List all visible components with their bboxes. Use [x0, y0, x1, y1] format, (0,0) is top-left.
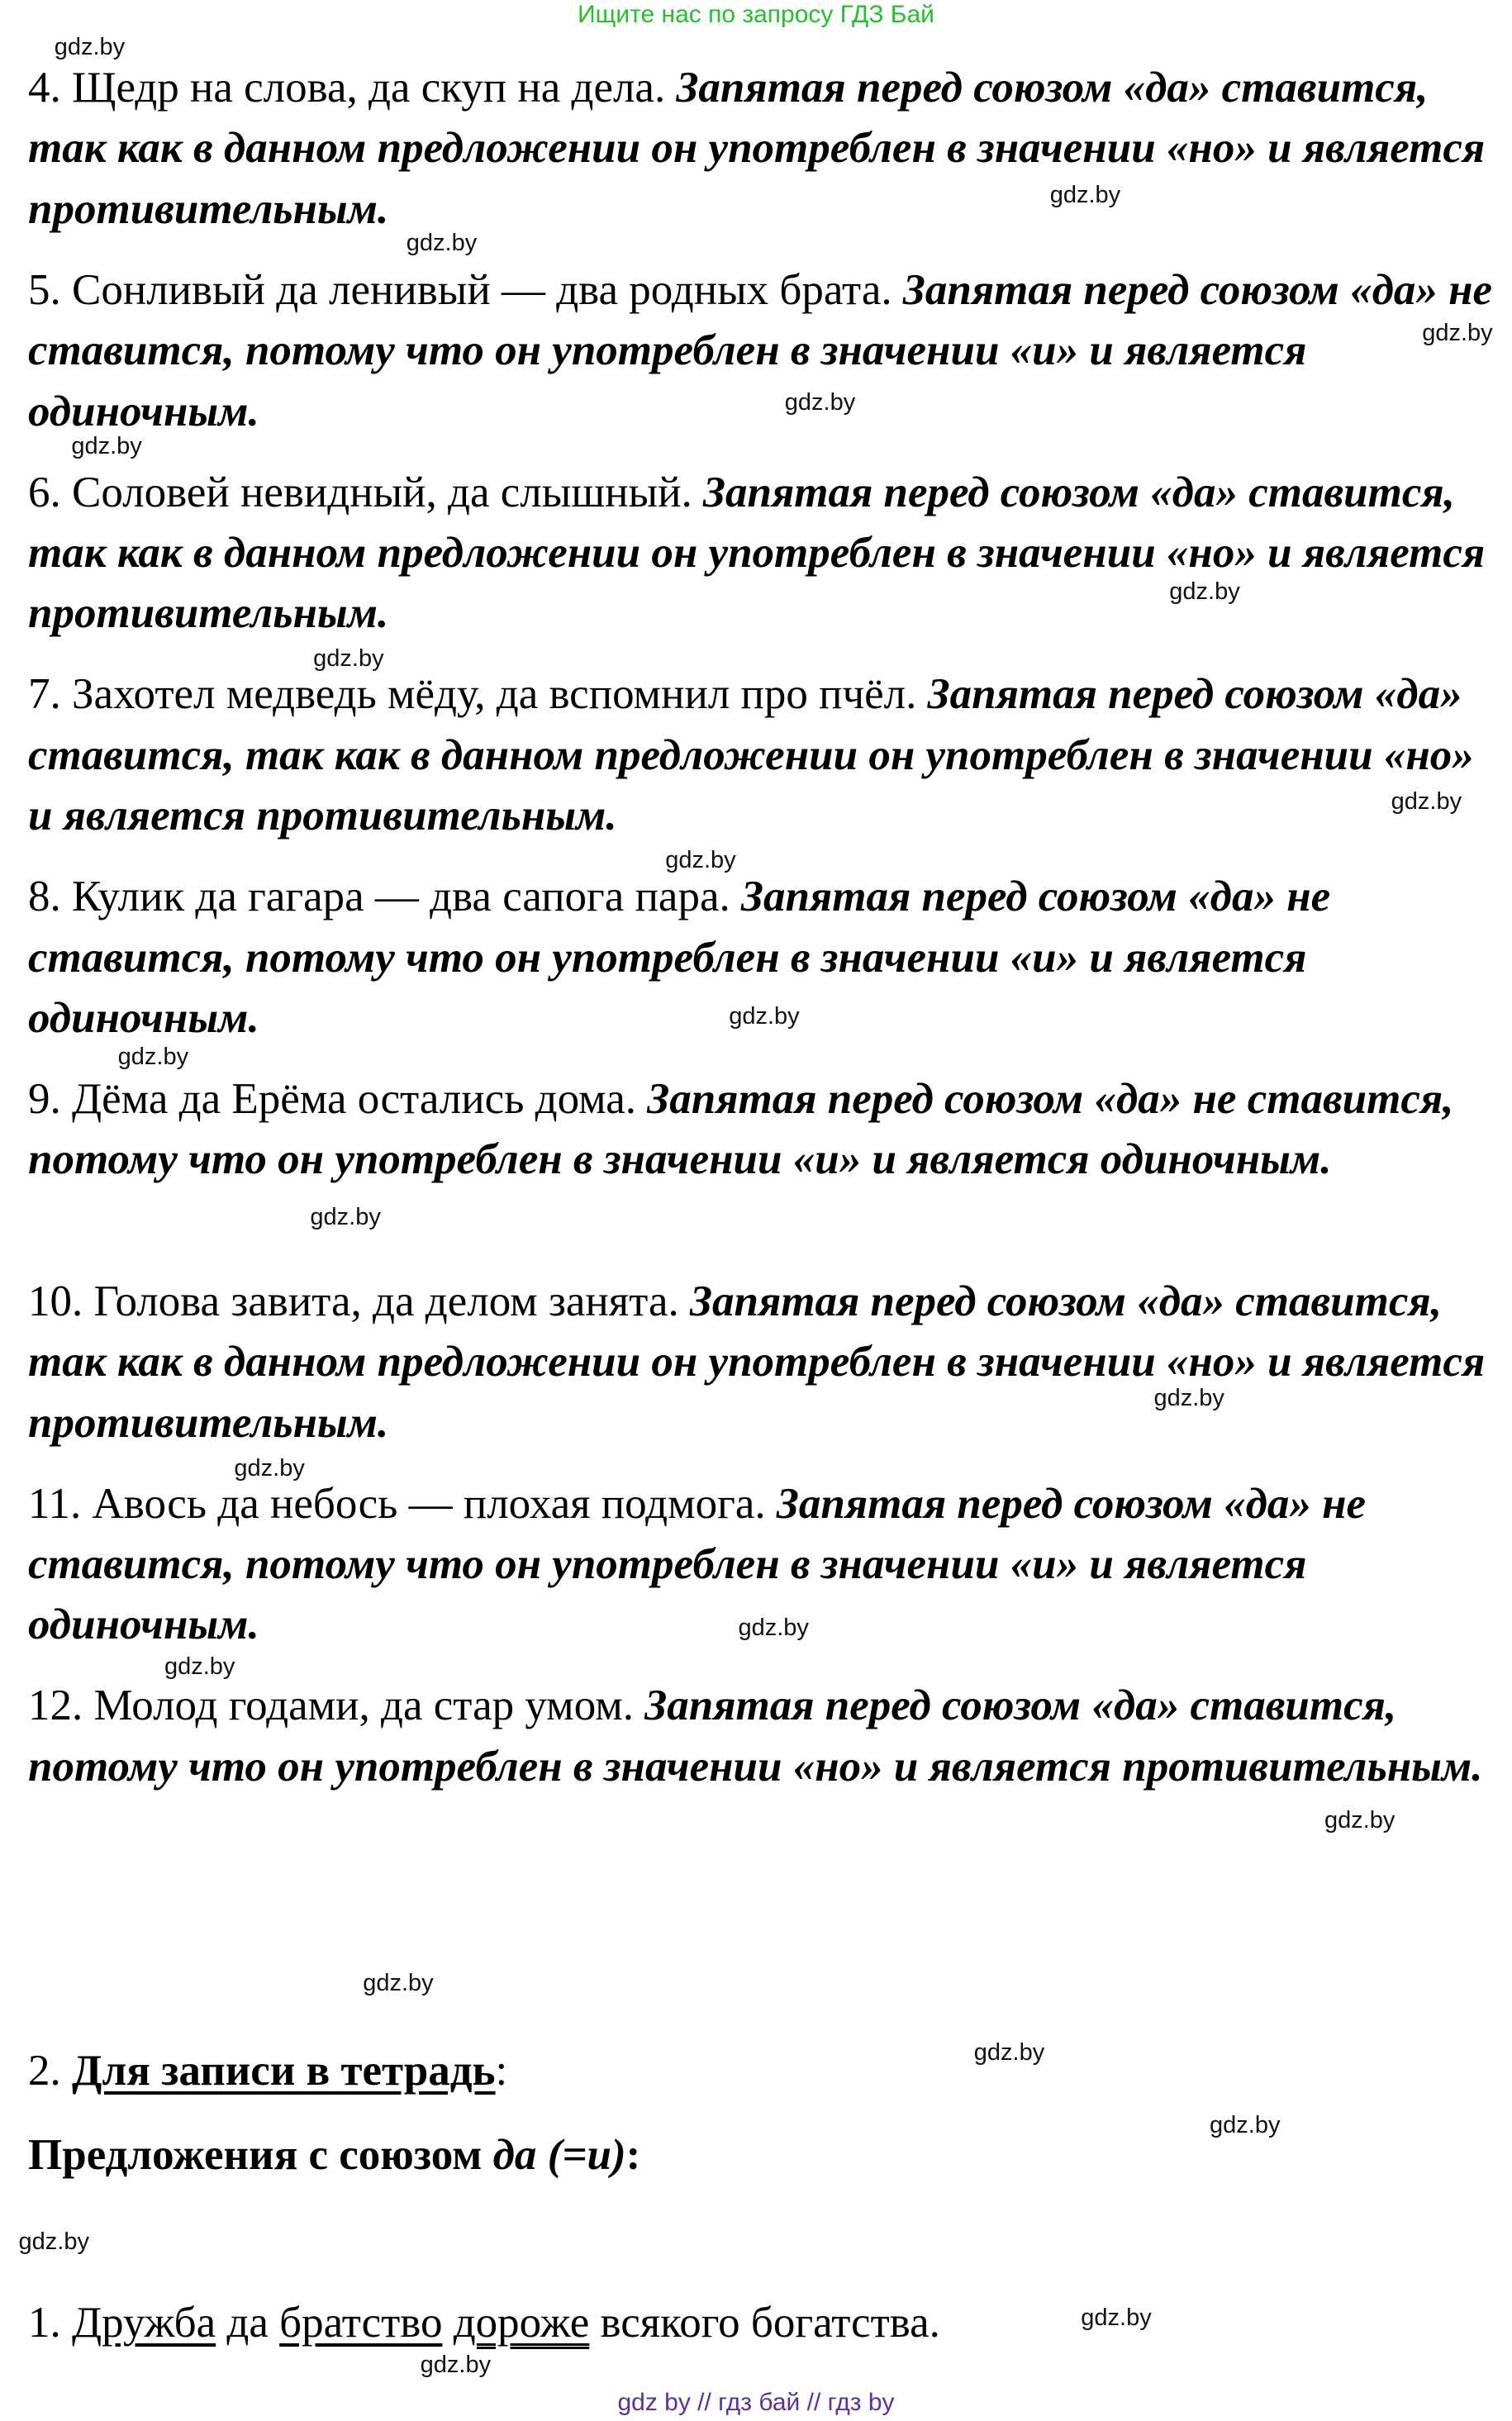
watermark: gdz.by	[164, 1653, 235, 1680]
subtitle-colon: :	[625, 2131, 641, 2179]
space	[442, 2299, 453, 2347]
watermark: gdz.by	[406, 229, 478, 256]
watermark: gdz.by	[1153, 1385, 1224, 1412]
watermark: gdz.by	[1422, 319, 1493, 346]
watermark: gdz.by	[1210, 2112, 1281, 2139]
predicate-word: дороже	[453, 2299, 590, 2347]
explanation: Запятая перед союзом «да» ставится, так как в данном предложении он употреблен в значении «но» и является противительным.	[28, 64, 1486, 233]
proverb: 9. Дёма да Ерёма остались дома.	[28, 1075, 637, 1123]
explanation: Запятая перед союзом «да» не ставится, потому что он употреблен в значении «и» и является одиночным.	[28, 1479, 1367, 1649]
section-number: 2.	[28, 2047, 61, 2095]
section-title: Для записи в тетрадь	[72, 2047, 496, 2095]
proverb: 11. Авось да небось — плохая подмога.	[28, 1479, 766, 1528]
watermark: gdz.by	[784, 389, 856, 416]
answer-item	[28, 463, 1499, 644]
proverb: 4. Щедр на слова, да скуп на дела.	[28, 64, 666, 112]
explanation: Запятая перед союзом «да» не ставится, потому что он употреблен в значении «и» и является одиночным.	[28, 265, 1493, 435]
conjunction: да	[216, 2299, 280, 2347]
answer-item	[28, 58, 1499, 240]
explanation: Запятая перед союзом «да» ставится, потому что он употреблен в значении «но» и является противительным.	[28, 1681, 1483, 1791]
proverb: 10. Голова завита, да делом занята.	[28, 1277, 679, 1325]
explanation: Запятая перед союзом «да» ставится, так как в данном предложении он употреблен в значении «но» и является противительным.	[28, 1277, 1486, 1447]
search-banner: Ищите нас по запросу ГДЗ Бай	[578, 1, 934, 28]
watermark: gdz.by	[71, 432, 142, 459]
explanation: Запятая перед союзом «да» не ставится, потому что он употреблен в значении «и» и является одиночным.	[28, 873, 1331, 1042]
explanation: Запятая перед союзом «да» ставится, так как в данном предложении он употреблен в значении «но» и является противительным.	[28, 670, 1474, 840]
explanation: Запятая перед союзом «да» ставится, так как в данном предложении он употреблен в значении «но» и является противительным.	[28, 468, 1486, 638]
subject-word-2: братство	[279, 2299, 443, 2347]
watermark: gdz.by	[363, 1969, 434, 1996]
subject-word-1: Дружба	[72, 2299, 216, 2347]
watermark: gdz.by	[1081, 2304, 1152, 2332]
watermark: gdz.by	[665, 846, 736, 873]
example-sentence	[28, 2293, 940, 2353]
answer-item	[28, 1676, 1499, 1797]
watermark: gdz.by	[1169, 578, 1240, 606]
proverb: 7. Захотел медведь мёду, да вспомнил про пчёл.	[28, 670, 917, 719]
answer-item	[28, 1069, 1499, 1191]
footer-links[interactable]: gdz by // гдз бай // гдз by	[617, 2389, 895, 2416]
watermark: gdz.by	[1391, 787, 1462, 815]
watermark: gdz.by	[1324, 1806, 1396, 1834]
watermark: gdz.by	[313, 644, 384, 672]
section-subtitle	[28, 2125, 640, 2186]
subtitle-italic: да (=и)	[492, 2131, 626, 2179]
watermark: gdz.by	[234, 1454, 305, 1482]
answer-item	[28, 1272, 1499, 1453]
answer-item	[28, 664, 1499, 846]
proverb: 6. Соловей невидный, да слышный.	[28, 468, 692, 516]
colon: :	[495, 2047, 508, 2095]
watermark: gdz.by	[310, 1203, 381, 1230]
section-heading	[28, 2041, 507, 2101]
watermark: gdz.by	[738, 1614, 809, 1641]
proverb: 12. Молод годами, да стар умом.	[28, 1681, 634, 1730]
answer-item	[28, 260, 1499, 442]
watermark: gdz.by	[729, 1003, 800, 1030]
explanation: Запятая перед союзом «да» не ставится, потому что он употреблен в значении «и» и является одиночным.	[28, 1075, 1454, 1184]
example-number: 1.	[28, 2299, 72, 2347]
watermark: gdz.by	[973, 2039, 1045, 2067]
sentence-rest: всякого богатства.	[589, 2299, 940, 2347]
watermark: gdz.by	[420, 2351, 492, 2378]
proverb: 5. Сонливый да ленивый — два родных брата.	[28, 265, 892, 314]
watermark: gdz.by	[1049, 181, 1121, 208]
watermark: gdz.by	[18, 2228, 89, 2256]
watermark: gdz.by	[54, 34, 126, 61]
subtitle-text: Предложения с союзом	[28, 2131, 493, 2179]
watermark: gdz.by	[117, 1044, 189, 1071]
proverb: 8. Кулик да гагара — два сапога пара.	[28, 873, 730, 921]
